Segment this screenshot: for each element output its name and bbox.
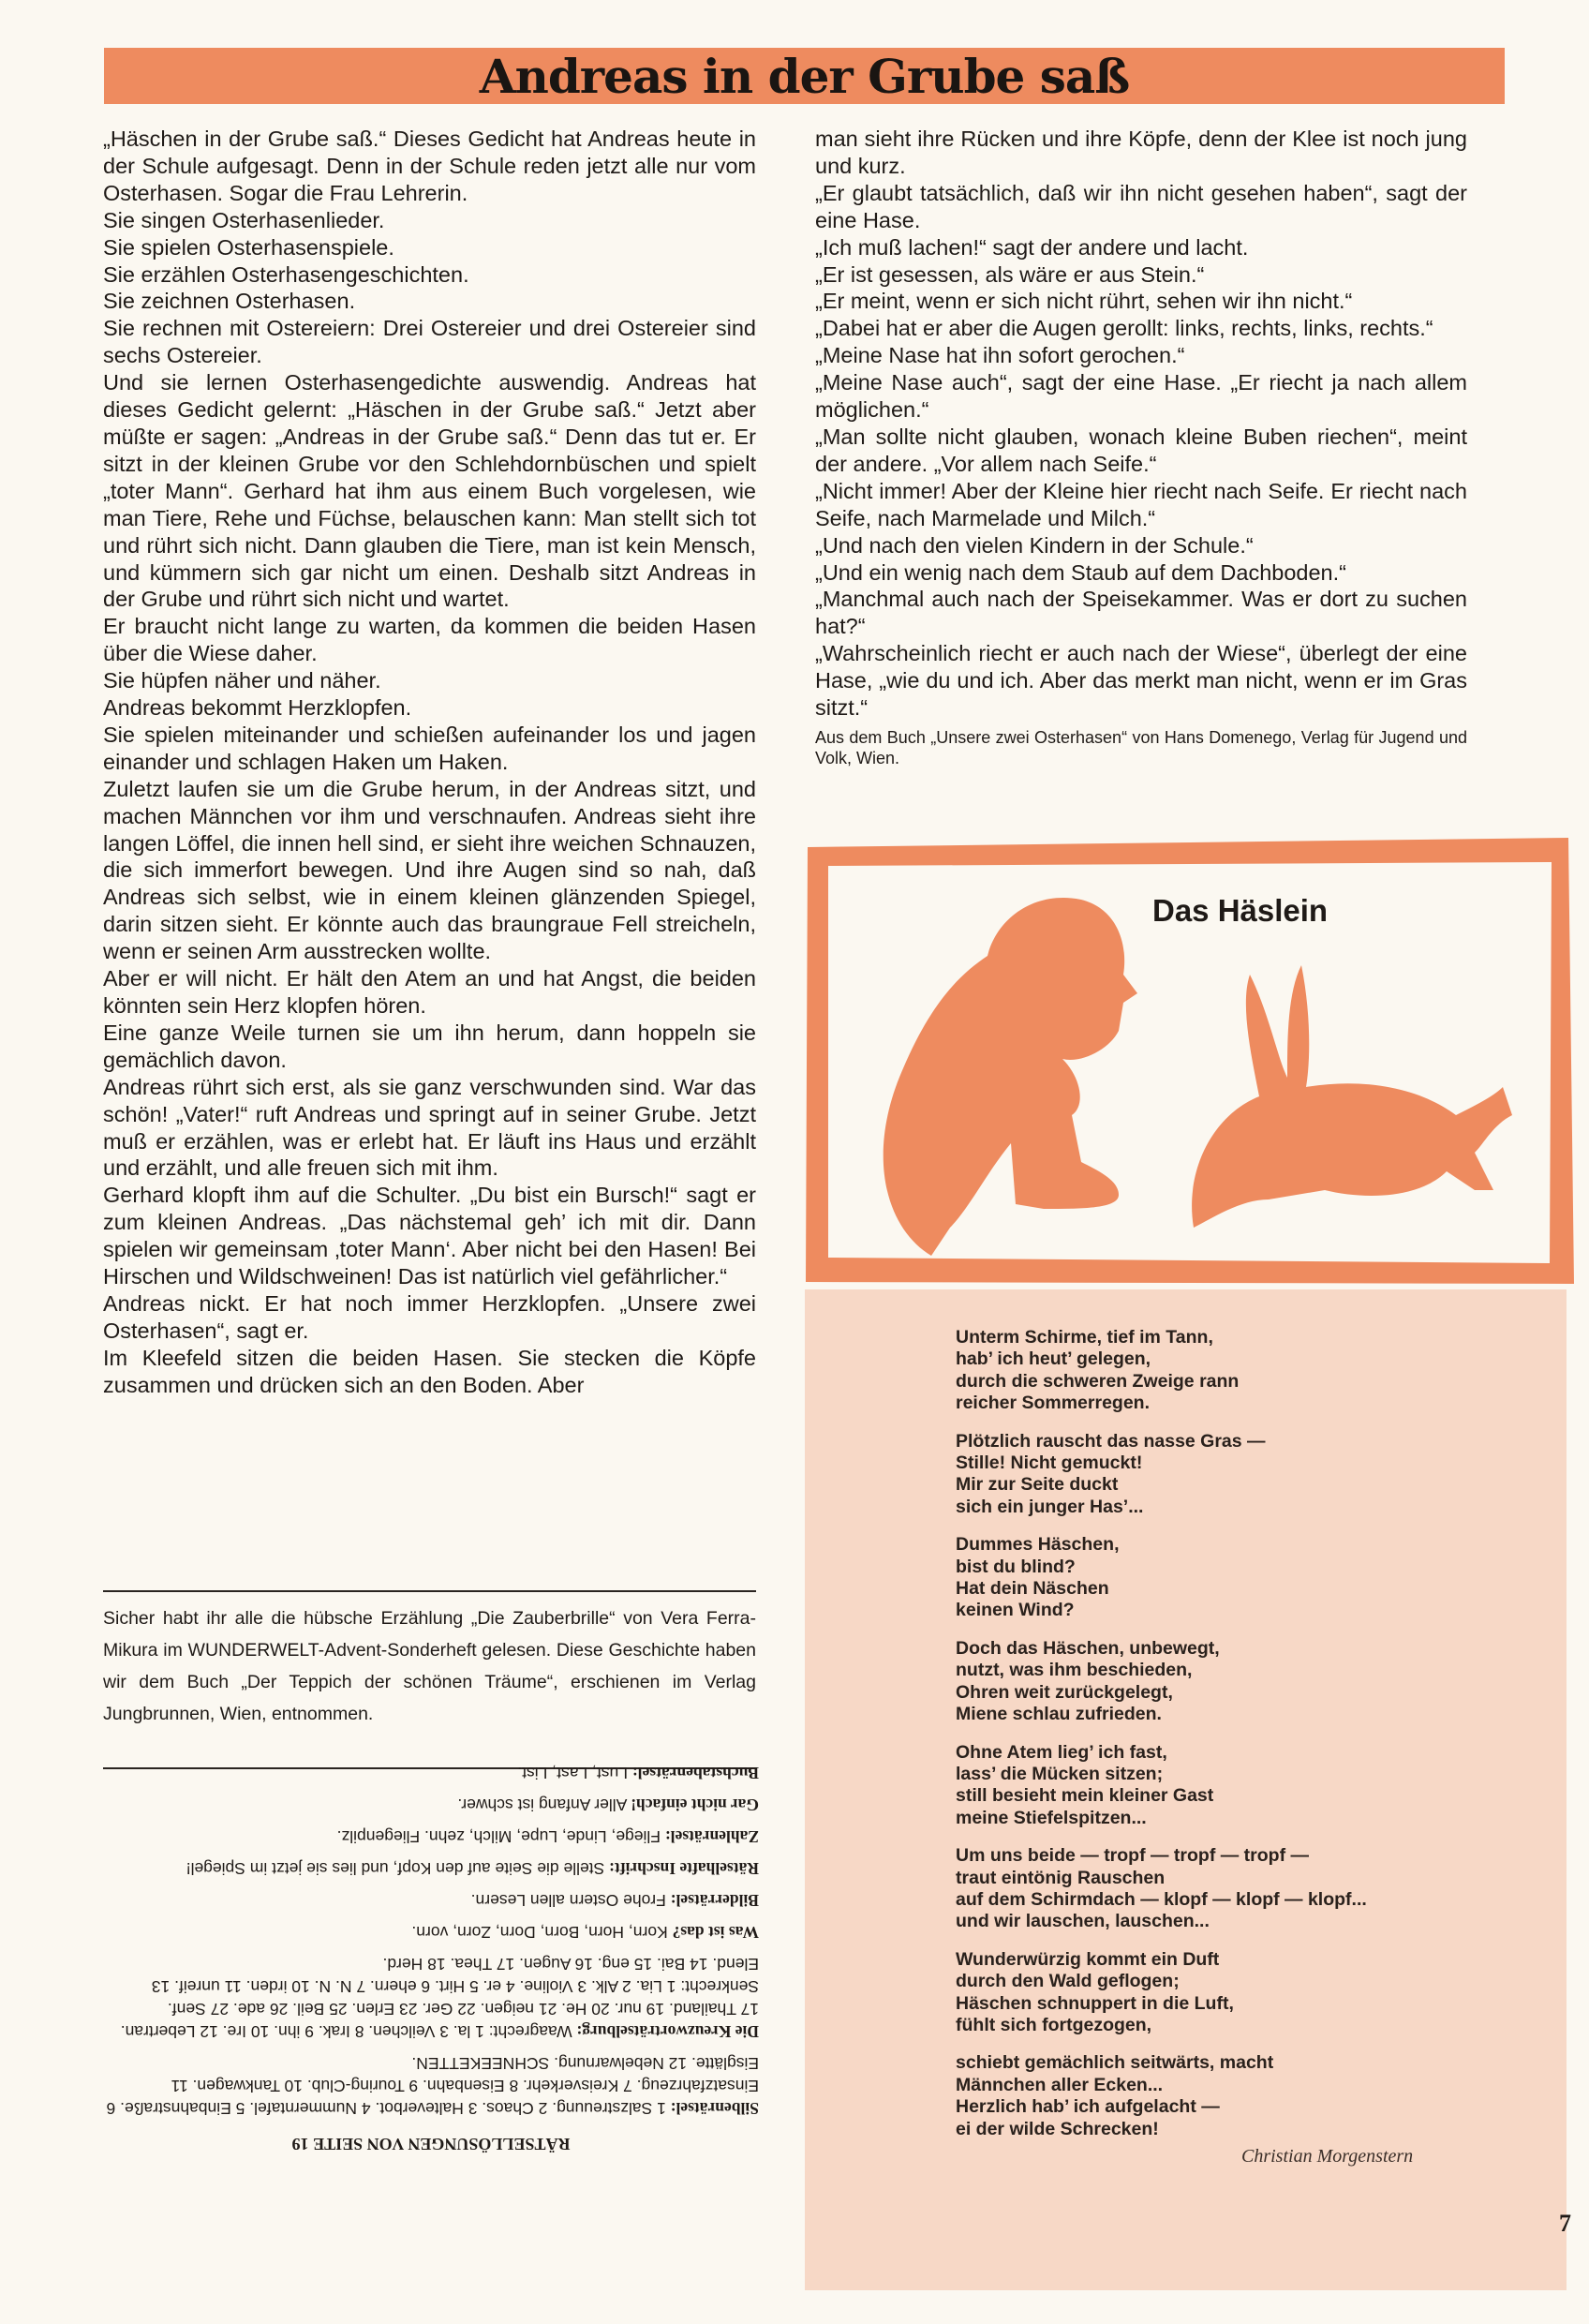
boy-figure — [884, 898, 1137, 1256]
story-paragraph: Im Kleefeld sitzen die beiden Hasen. Sie stecken die Köpfe zusammen und drücken sich an den Boden. Aber — [103, 1345, 756, 1397]
solution-item — [103, 1762, 759, 1784]
story-right-column — [815, 126, 1467, 768]
footnote: Sicher habt ihr alle die hübsche Erzählung „Die Zauberbrille“ von Vera Ferra-Mikura im WUNDERWELT-Advent-Sonderheft gelesen. Diese Geschichte haben wir dem Buch „Der Teppich der schönen Träume“, erschienen im Verlag Jungbrunnen, Wien, entnommen. — [103, 1608, 756, 1724]
solution-label: Die Kreuzworträtselburg: — [576, 2022, 759, 2041]
poem-line: Ohren weit zurückgelegt, — [956, 1681, 1173, 1703]
story-paragraph: Aber er will nicht. Er hält den Atem an und hat Angst, die beiden könnten sein Herz klopfen hören. — [103, 966, 756, 1018]
poem-line: auf dem Schirmdach — klopf — klopf — klopf... — [956, 1888, 1367, 1910]
solution-label: Rätselhafte Inschrift: — [609, 1859, 759, 1878]
poem-line: keinen Wind? — [956, 1600, 1075, 1621]
hare-figure — [1192, 965, 1512, 1228]
story-paragraph: „Meine Nase auch“, sagt der eine Hase. „Er riecht ja nach allem möglichen.“ — [815, 370, 1467, 423]
solution-text: Lust, Last, List. — [517, 1764, 632, 1782]
story-left-column — [103, 126, 756, 1399]
puzzle-solutions-upside-down — [103, 1764, 759, 2155]
story-paragraph: Zuletzt laufen sie um die Grube herum, in der Andreas sitzt, und machen Männchen vor ihm und verschnaufen. Andreas sieht ihre langen Löffel, die innen hell sind, er sieht ihre weichen Schnauzen, die sich immerfort bewegen. Und ihre Augen sind so nah, daß Andreas sich selbst, wie in einem kleinen glänzenden Spiegel, darin sitzen sieht. Er könnte auch das braungraue Fell streicheln, wenn er seinen Arm ausstrecken wollte. — [103, 776, 756, 964]
solution-text: Stelle die Seite auf den Kopf, und lies sie jetzt im Spiegel! — [186, 1859, 610, 1878]
story-paragraph: Und sie lernen Osterhasengedichte auswendig. Andreas hat dieses Gedicht gelernt: „Häschen in der Grube saß.“ Jetzt aber müßte er sagen: „Andreas in der Grube saß.“ Denn das tut er. Er sitzt in der kleinen Grube vor den Schlehdornbüschen und spielt „toter Mann“. Gerhard hat ihm aus einem Buch vorgelesen, wie man Tiere, Rehe und Füchse, belauschen kann: Man stellt sich tot und rührt sich nicht. Dann glauben die Tiere, man ist kein Mensch, und kümmern sich gar nicht um einen. Deshalb sitzt Andreas in der Grube und rührt sich nicht und wartet. — [103, 370, 756, 612]
story-paragraph: Andreas nickt. Er hat noch immer Herzklopfen. „Unsere zwei Osterhasen“, sagt er. — [103, 1290, 756, 1343]
title-banner — [104, 48, 1505, 104]
poem-line: still besieht mein kleiner Gast — [956, 1785, 1214, 1807]
solution-label: Gar nicht einfach! — [631, 1795, 759, 1814]
poem-stanza — [956, 1742, 1367, 1830]
story-paragraph: Gerhard klopft ihm auf die Schulter. „Du bist ein Bursch!“ sagt er zum kleinen Andreas. „Das nächstemal geh’ ich mit dir. Dann spielen wir gemeinsam ‚toter Mann‘. Aber nicht bei den Hasen! Bei Hirschen und Wildschweinen! Das ist natürlich viel gefährlicher.“ — [103, 1183, 756, 1289]
story-paragraph: „Er glaubt tatsächlich, daß wir ihn nicht gesehen haben“, sagt der eine Hase. — [815, 180, 1467, 232]
solution-text: Waagrecht: 1 la. 3 Veilchen. 8 Irak. 9 ihn. 10 Ire. 12 Lebertran. 17 Thailand. 19 nur. 20 He. 21 neigen. 22 Ger. 23 Erlen. 25 Beil. 26 ade. 27 Senf. Senkrecht: 1 Lia. 2 Alk. 3 Violine. 4 er. 5 Hirt. 6 ehern. 7 N. N. 10 irden. 11 unreif. 13 Elend. 14 Bai. 15 eng. 16 Augen. 17 Thea. 18 Herd. — [120, 1955, 759, 2041]
poem-stanza — [956, 1431, 1367, 1519]
story-paragraph: „Manchmal auch nach der Speisekammer. Was er dort zu suchen hat?“ — [815, 587, 1467, 639]
page-number: 7 — [1559, 2210, 1571, 2237]
poem-line: hab’ ich heut’ gelegen, — [956, 1348, 1151, 1370]
story-paragraph: Eine ganze Weile turnen sie um ihn herum, dann hoppeln sie gemächlich davon. — [103, 1020, 756, 1072]
poem-line: meine Stiefelspitzen... — [956, 1807, 1147, 1828]
source-credit: Aus dem Buch „Unsere zwei Osterhasen“ von Hans Domenego, Verlag für Jugend und Volk, Wien. — [815, 727, 1467, 767]
poem-line: ei der wilde Schrecken! — [956, 2118, 1159, 2139]
solution-text: Korn, Horn, Born, Dorn, Zorn, vorn. — [411, 1923, 673, 1942]
poem-line: sich ein junger Has’... — [956, 1496, 1144, 1517]
solution-text: 1 Salzstreuung. 2 Chaos. 3 Halteverbot. 4 Nummerntafel. 5 Einbahnstraße. 6 Einsatzfahrzeug. 7 Kreisverkehr. 8 Eisenbahn. 9 Touring-Club. 10 Tankwagen. 11 Eisglätte. 12 Nebelwarnung. SCHNEEKETTEN. — [106, 2054, 759, 2118]
solution-item — [103, 1953, 759, 2043]
poem-line: durch die schweren Zweige rann — [956, 1370, 1240, 1392]
poem-stanza — [956, 1327, 1367, 1415]
poem-author: Christian Morgenstern — [1241, 2146, 1414, 2167]
solution-label: Was ist das? — [672, 1923, 759, 1942]
story-paragraph: „Er meint, wenn er sich nicht rührt, sehen wir ihn nicht.“ — [815, 289, 1353, 314]
story-paragraph: „Meine Nase hat ihn sofort gerochen.“ — [815, 343, 1185, 368]
poem-line: bist du blind? — [956, 1556, 1076, 1577]
solution-item — [103, 1921, 759, 1944]
poem-line: Ohne Atem lieg’ ich fast, — [956, 1741, 1167, 1763]
story-paragraph: „Und ein wenig nach dem Staub auf dem Dachboden.“ — [815, 559, 1346, 585]
illustration-title: Das Häslein — [1152, 893, 1329, 928]
solution-item — [103, 2052, 759, 2120]
solution-label: Silbenrätsel: — [670, 2099, 759, 2118]
poem-line: und wir lauschen, lauschen... — [956, 1911, 1210, 1932]
story-paragraph: Andreas rührt sich erst, als sie ganz verschwunden sind. War das schön! „Vater!“ ruft Andreas und springt auf in seiner Grube. Jetzt muß er erzählen, was er erlebt hat. Er läuft ins Haus und erzählt und erzählt, und alle freuen sich mit ihm. — [103, 1074, 756, 1181]
divider — [103, 1590, 756, 1592]
poem-line: Wunderwürzig kommt ein Duft — [956, 1948, 1220, 1970]
story-paragraph: Er braucht nicht lange zu warten, da kommen die beiden Hasen über die Wiese daher. — [103, 614, 756, 666]
solution-label: Zahlenrätsel: — [664, 1827, 759, 1846]
poem-line: Dummes Häschen, — [956, 1534, 1120, 1556]
poem — [956, 1327, 1367, 2156]
poem-line: reicher Sommerregen. — [956, 1393, 1151, 1414]
story-paragraph: „Er ist gesessen, als wäre er aus Stein.“ — [815, 261, 1205, 287]
story-paragraph: „Man sollte nicht glauben, wonach kleine Buben riechen“, meint der andere. „Vor allem nach Seife.“ — [815, 424, 1467, 476]
page-title: Andreas in der Grube saß — [479, 48, 1130, 104]
story-paragraph: Sie erzählen Osterhasengeschichten. — [103, 261, 469, 287]
poem-line: Plötzlich rauscht das nasse Gras — — [956, 1430, 1266, 1452]
solutions-heading: RÄTSELLÖSUNGEN VON SEITE 19 — [291, 2135, 571, 2153]
story-paragraph: Sie spielen Osterhasenspiele. — [103, 234, 394, 260]
poem-stanza — [956, 1638, 1367, 1726]
poem-line: Herzlich hab’ ich aufgelacht — — [956, 2096, 1220, 2118]
story-paragraph: „Dabei hat er aber die Augen gerollt: links, rechts, links, rechts.“ — [815, 316, 1433, 341]
solution-item — [103, 1889, 759, 1912]
solution-label: Buchstabenrätsel: — [631, 1764, 759, 1782]
story-paragraph: Sie rechnen mit Ostereiern: Drei Ostereier und drei Ostereier sind sechs Ostereier. — [103, 316, 756, 368]
poem-line: nutzt, was ihm beschieden, — [956, 1660, 1193, 1681]
solution-text: Aller Anfang ist schwer. — [457, 1795, 631, 1814]
poem-stanza — [956, 1534, 1367, 1622]
poem-line: Häschen schnuppert in die Luft, — [956, 1992, 1234, 2014]
poem-line: lass’ die Mücken sitzen; — [956, 1763, 1164, 1784]
story-paragraph: „Ich muß lachen!“ sagt der andere und lacht. — [815, 234, 1249, 260]
poem-line: Männchen aller Ecken... — [956, 2074, 1164, 2095]
solution-text: Fliege, Linde, Lupe, Milch, zehn. Fliegenpilz. — [336, 1827, 665, 1846]
story-paragraph: Sie zeichnen Osterhasen. — [103, 289, 356, 314]
poem-line: Um uns beide — tropf — tropf — tropf — — [956, 1845, 1309, 1867]
solution-label: Bilderrätsel: — [670, 1891, 759, 1910]
solution-item — [103, 1794, 759, 1816]
solution-item — [103, 1825, 759, 1848]
poem-line: Mir zur Seite duckt — [956, 1474, 1119, 1496]
poem-line: Stille! Nicht gemuckt! — [956, 1452, 1143, 1474]
story-paragraph: „Häschen in der Grube saß.“ Dieses Gedicht hat Andreas heute in der Schule aufgesagt. Denn in der Schule reden jetzt alle nur vom Osterhasen. Sogar die Frau Lehrerin. — [103, 127, 756, 205]
poem-line: Miene schlau zufrieden. — [956, 1704, 1162, 1725]
solution-item — [103, 1857, 759, 1880]
poem-line: Unterm Schirme, tief im Tann, — [956, 1327, 1213, 1348]
story-paragraph: „Wahrscheinlich riecht er auch nach der Wiese“, überlegt der eine Hase, „wie du und ich. Aber das merkt man nicht, wenn er im Gras sitzt.“ — [815, 641, 1467, 721]
story-paragraph: „Nicht immer! Aber der Kleine hier riecht nach Seife. Er riecht nach Seife, nach Marmelade und Milch.“ — [815, 478, 1467, 530]
story-paragraph: „Und nach den vielen Kindern in der Schule.“ — [815, 532, 1254, 558]
story-paragraph: Sie spielen miteinander und schießen aufeinander los und jagen einander und schlagen Haken um Haken. — [103, 722, 756, 774]
poem-line: durch den Wald geflogen; — [956, 1971, 1180, 1992]
poem-stanza — [956, 1845, 1367, 1933]
poem-stanza — [956, 1949, 1367, 2037]
poem-line: Doch das Häschen, unbewegt, — [956, 1637, 1220, 1659]
story-paragraph: Sie hüpfen näher und näher. — [103, 668, 381, 693]
poem-stanza — [956, 2052, 1367, 2140]
story-paragraph: man sieht ihre Rücken und ihre Köpfe, denn der Klee ist noch jung und kurz. — [815, 127, 1467, 178]
poem-line: fühlt sich fortgezogen, — [956, 2014, 1152, 2035]
story-paragraph: Andreas bekommt Herzklopfen. — [103, 695, 412, 721]
poem-line: Hat dein Näschen — [956, 1578, 1109, 1600]
solution-text: Frohe Ostern allen Lesern. — [470, 1891, 671, 1910]
story-paragraph: Sie singen Osterhasenlieder. — [103, 207, 385, 232]
poem-line: traut eintönig Rauschen — [956, 1867, 1166, 1888]
poem-line: schiebt gemächlich seitwärts, macht — [956, 2052, 1274, 2074]
